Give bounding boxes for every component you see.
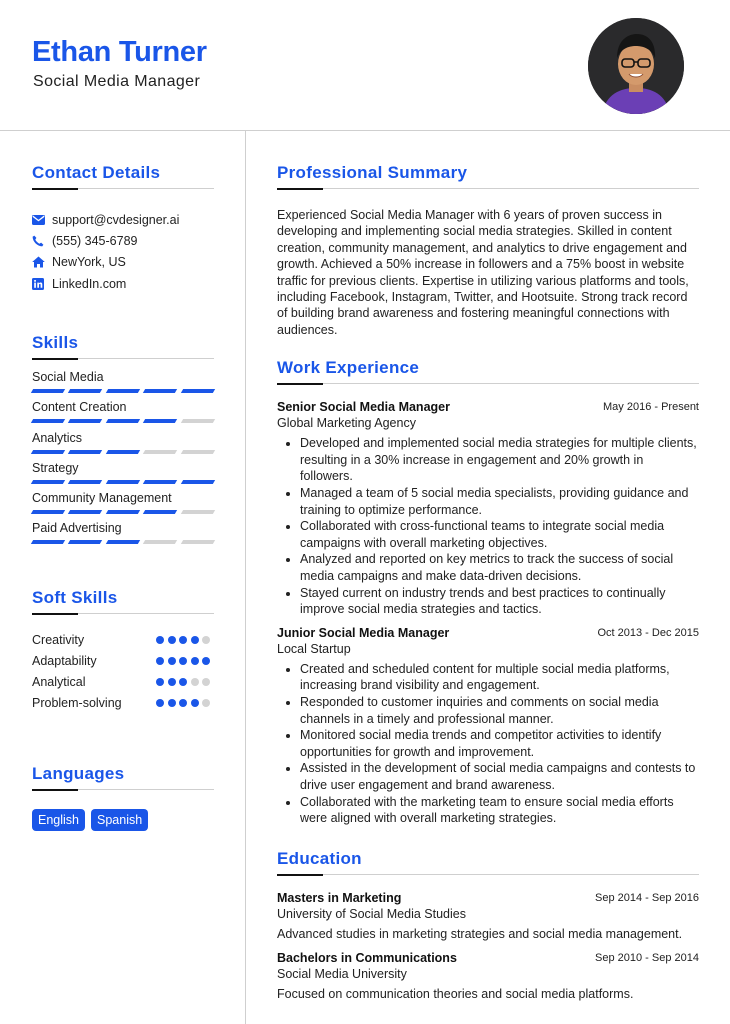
summary-section [277,163,699,338]
education-entry [277,891,699,942]
main-column [277,131,699,1003]
skill-level-bars [32,419,214,423]
skills-heading: Skills [32,333,79,353]
skill-row [32,491,214,521]
education-section [277,849,699,1003]
skill-row [32,400,214,430]
level-dot [156,678,164,686]
section-rule [277,188,699,190]
education-dates: Sep 2010 - Sep 2014 [595,952,699,965]
skill-level-segment [68,540,103,544]
summary-heading: Professional Summary [277,163,468,182]
skill-level-bars [32,480,214,484]
skill-level-segment [106,450,141,454]
skill-level-segment [31,480,66,484]
contact-linkedin[interactable] [32,273,214,294]
degree-title: Masters in Marketing [277,890,402,905]
skill-level-segment [31,540,66,544]
skill-level-segment [31,510,66,514]
skill-row [32,431,214,461]
job-title: Senior Social Media Manager [277,400,450,415]
envelope-icon [32,215,52,225]
skill-level-segment [143,389,178,393]
contact-location-text: NewYork, US [52,255,126,270]
job-title: Junior Social Media Manager [277,625,450,640]
list-item: • Monitored social media trends and competitor activities to identify opportunities for growth and improvement. [300,727,699,760]
skill-level-segment [106,419,141,423]
education-heading: Education [277,848,362,868]
skill-level-segment [68,480,103,484]
skill-label: Analytics [32,430,83,445]
skill-label: Strategy [32,460,79,475]
level-dot [191,657,199,665]
candidate-name: Ethan Turner [32,36,207,68]
skill-level-segment [68,450,103,454]
school-name: University of Social Media Studies [277,906,466,921]
skill-level-segment [180,510,215,514]
sidebar [32,131,214,831]
skills-list [32,370,214,551]
soft-skill-label: Adaptability [32,654,97,669]
skill-level-segment [143,510,178,514]
contact-email[interactable] [32,209,214,230]
skill-level-bars [32,510,214,514]
soft-skill-row [32,651,214,672]
job-entry [277,400,699,618]
soft-skill-level-dots [156,699,210,707]
skill-level-segment [143,540,178,544]
skill-row [32,461,214,491]
education-description: Focused on communication theories and social media platforms. [277,987,634,1002]
skill-label: Paid Advertising [32,521,122,536]
job-dates: May 2016 - Present [603,401,699,414]
contact-phone-text: (555) 345-6789 [52,233,138,248]
skill-level-segment [31,419,66,423]
list-item: • Collaborated with cross-functional teams to integrate social media campaigns with overall marketing objectives. [300,518,699,551]
avatar [588,18,684,114]
contact-linkedin-text: LinkedIn.com [52,276,127,291]
section-rule [32,613,214,615]
list-item: • Created and scheduled content for multiple social media platforms, increasing brand visibility and engagement. [300,661,699,694]
job-entry [277,626,699,827]
education-dates: Sep 2014 - Sep 2016 [595,891,699,904]
home-icon [32,256,52,268]
skill-level-segment [180,540,215,544]
school-name: Social Media University [277,967,407,982]
soft-skill-level-dots [156,657,210,665]
level-dot [191,636,199,644]
skill-label: Content Creation [32,400,127,415]
phone-icon [32,235,52,247]
level-dot [179,699,187,707]
skill-level-segment [180,480,215,484]
portrait-photo [588,18,684,114]
skill-level-segment [106,389,141,393]
list-item: • Stayed current on industry trends and best practices to continually improve social media strategies and tactics. [300,585,699,618]
skill-level-bars [32,540,214,544]
soft-skill-row [32,693,214,714]
degree-title: Bachelors in Communications [277,951,457,966]
contact-location [32,252,214,273]
skill-level-segment [68,389,103,393]
list-item: • Managed a team of 5 social media specialists, providing guidance and training to optimize performance. [300,485,699,518]
skill-level-segment [106,540,141,544]
skill-level-segment [31,450,66,454]
resume-header [0,0,730,131]
skill-level-bars [32,389,214,393]
skill-label: Community Management [32,490,172,505]
level-dot [156,657,164,665]
column-divider [245,131,246,1024]
job-bullets [277,435,699,618]
skill-level-segment [143,419,178,423]
soft-skills-list [32,630,214,714]
section-rule [277,874,699,876]
skill-level-segment [143,480,178,484]
experience-heading: Work Experience [277,358,420,378]
experience-section [277,358,699,826]
soft-skill-row [32,672,214,693]
level-dot [202,699,210,707]
soft-skill-label: Analytical [32,675,86,690]
level-dot [191,699,199,707]
skill-level-segment [68,419,103,423]
linkedin-icon [32,278,52,290]
level-dot [168,636,176,644]
soft-skill-label: Creativity [32,633,85,648]
level-dot [202,657,210,665]
level-dot [179,636,187,644]
summary-text: Experienced Social Media Manager with 6 years of proven success in developing and implementing social media strategies. Skilled in content creation, community management, and analytics to drive engagement and growth. Achieved a 50% increase in followers and a 75% boost in website traffic for previous clients. Expertise in utilizing various platforms and tools, including Facebook, Instagram, Twitter, and Hootsuite. Strong track record of building brand awareness and fostering meaningful connections with audiences. [277,208,689,337]
section-rule [32,188,214,190]
level-dot [168,699,176,707]
skill-level-segment [106,480,141,484]
soft-skills-section [32,588,214,714]
soft-skill-label: Problem-solving [32,696,122,711]
soft-skill-row [32,630,214,651]
skill-level-segment [143,450,178,454]
contact-email-text: support@cvdesigner.ai [52,212,180,227]
skill-level-segment [31,389,66,393]
skills-section [32,333,214,551]
contact-phone[interactable] [32,230,214,251]
education-entry [277,951,699,1002]
section-rule [32,358,214,360]
job-bullets [277,661,699,827]
level-dot [168,657,176,665]
skill-level-segment [180,389,215,393]
skill-level-segment [68,510,103,514]
skill-row [32,521,214,551]
level-dot [156,636,164,644]
list-item: • Analyzed and reported on key metrics to track the success of social media campaigns and make data-driven decisions. [300,551,699,584]
skill-level-bars [32,450,214,454]
skill-level-segment [180,419,215,423]
languages-heading: Languages [32,764,125,784]
section-rule [32,789,214,791]
skill-label: Social Media [32,370,104,385]
level-dot [202,636,210,644]
list-item: • Responded to customer inquiries and comments on social media channels in a timely and professional manner. [300,694,699,727]
language-badge: English [32,809,85,831]
language-badge: Spanish [91,809,148,831]
section-rule [277,383,699,385]
level-dot [202,678,210,686]
soft-skill-level-dots [156,636,210,644]
list-item: • Developed and implemented social media strategies for multiple clients, resulting in a 30% increase in engagement and 20% growth in followers. [300,435,699,485]
level-dot [179,678,187,686]
skill-level-segment [106,510,141,514]
list-item: • Assisted in the development of social media campaigns and contests to drive user engagement and brand awareness. [300,760,699,793]
contact-heading: Contact Details [32,163,161,182]
job-organization: Local Startup [277,641,351,656]
job-dates: Oct 2013 - Dec 2015 [597,626,699,639]
job-organization: Global Marketing Agency [277,416,416,431]
skill-row [32,370,214,400]
languages-section [32,764,214,831]
candidate-title: Social Media Manager [33,73,201,90]
contact-section [32,163,214,294]
skill-level-segment [180,450,215,454]
list-item: • Collaborated with the marketing team to ensure social media efforts were aligned with overall marketing strategies. [300,794,699,827]
level-dot [156,699,164,707]
level-dot [191,678,199,686]
soft-skill-level-dots [156,678,210,686]
soft-skills-heading: Soft Skills [32,588,118,608]
level-dot [168,678,176,686]
level-dot [179,657,187,665]
education-description: Advanced studies in marketing strategies and social media management. [277,926,683,941]
